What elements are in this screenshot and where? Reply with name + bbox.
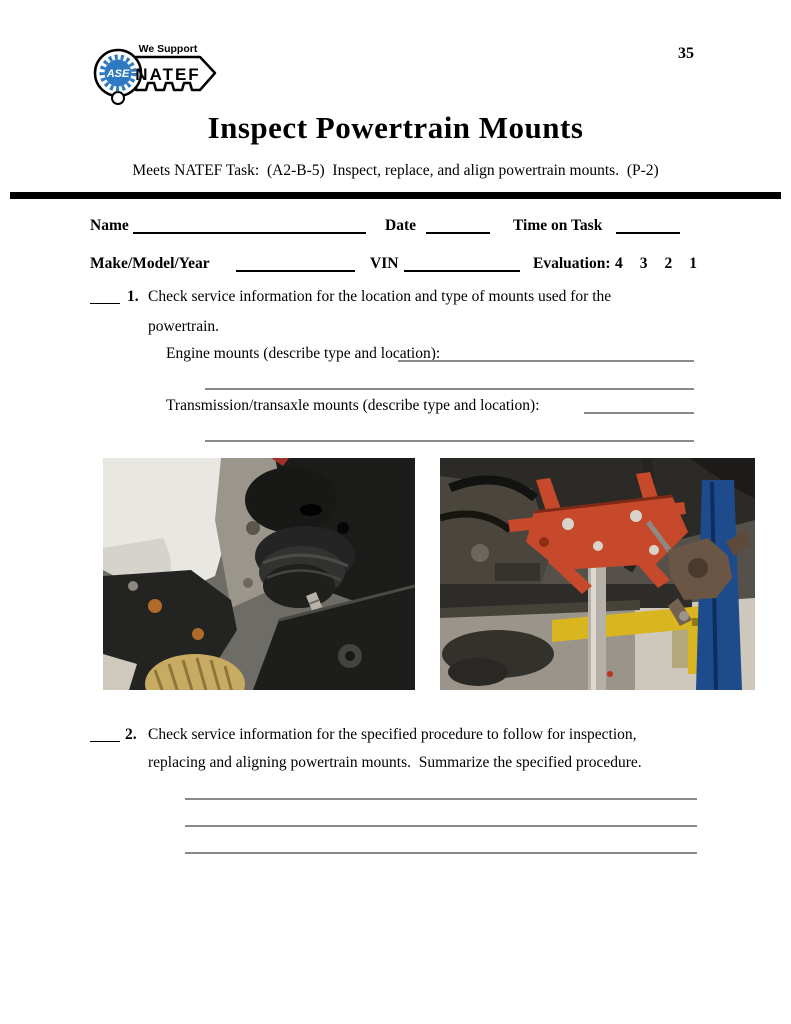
page-number: 35 [678,45,694,62]
evaluation-score-3: 3 [639,255,648,272]
task2-answer-line-3 [185,837,697,854]
task2-text-line2: replacing and aligning powertrain mounts. Summarize the specified procedure. [148,754,642,771]
evaluation-score-1: 1 [689,255,697,272]
date-blank-line [426,217,490,234]
page-title: Inspect Powertrain Mounts [207,110,584,145]
date-label: Date [385,217,416,234]
vin-blank-line [404,255,520,272]
task1-check-blank [90,288,120,304]
header-divider-rule [10,192,781,199]
transmission-mounts-prompt: Transmission/transaxle mounts (describe type and location): [166,397,540,414]
make-model-year-label: Make/Model/Year [90,255,210,272]
task2-answer-line-2 [185,810,697,827]
name-blank-line [133,217,366,234]
logo-natef-text: NATEF [135,65,201,84]
task2-answer-line-1 [185,783,697,800]
engine-mounts-prompt: Engine mounts (describe type and location): [166,345,441,362]
ase-logo-text: ASE [106,68,130,80]
meets-natef-task-line: Meets NATEF Task: (A2-B-5) Inspect, replace, and align powertrain mounts. (P-2) [132,162,659,179]
task2-check-blank [90,726,120,742]
task1-text-line2: powertrain. [148,318,220,335]
task1-text-line1: Check service information for the location and type of mounts used for the [148,288,612,305]
transmission-mounts-answer-line-1 [584,397,694,414]
name-label: Name [90,217,129,234]
evaluation-label: Evaluation: [533,255,611,272]
evaluation-score-4: 4 [615,255,623,272]
natef-logo [88,40,224,106]
key-head-lobe [112,92,124,104]
task2-number: 2. [125,726,137,743]
evaluation-score-2: 2 [664,255,673,272]
make-model-year-blank-line [236,255,355,272]
engine-mounts-answer-line-1 [398,345,694,362]
time-on-task-blank-line [616,217,680,234]
transmission-jack-photo [440,458,755,690]
time-on-task-label: Time on Task [513,217,603,234]
evaluation-scale [615,255,697,273]
engine-mounts-answer-line-2 [205,373,694,390]
vin-label: VIN [370,255,399,272]
task2-text-line1: Check service information for the specified procedure to follow for inspection, [148,726,637,743]
engine-mount-photo [103,458,415,690]
transmission-mounts-answer-line-2 [205,425,694,442]
task1-number: 1. [127,288,139,305]
logo-support-text: We Support [138,43,198,55]
